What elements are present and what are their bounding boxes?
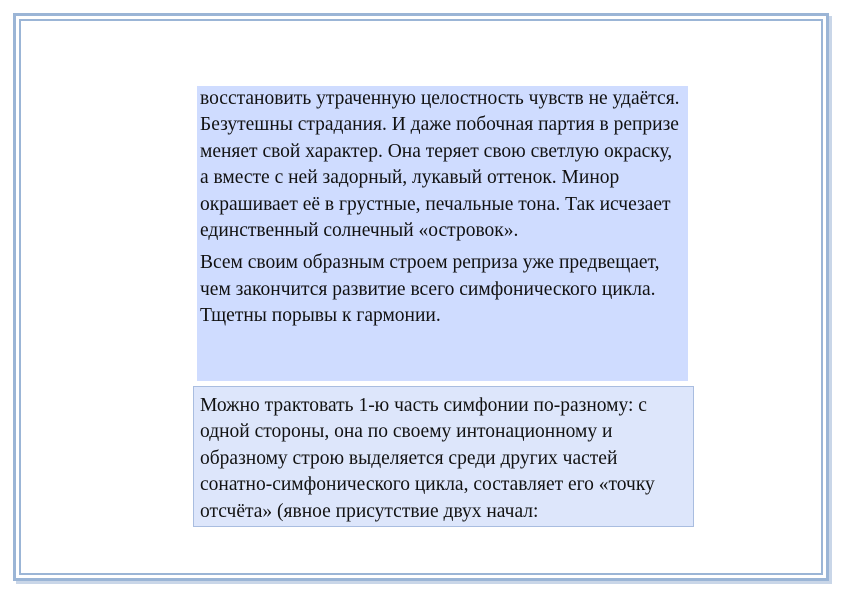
bottom-text-box <box>193 386 694 527</box>
top-paragraph-2: Всем своим образным строем реприза уже предвещает, чем закончится развитие всего симфонического цикла. Тщетны порывы к гармонии. <box>200 252 660 327</box>
bottom-paragraph: Можно трактовать 1-ю часть симфонии по-разному: с одной стороны, она по своему интонационному и образному строю выделяется среди других частей сонатно-симфонического цикла, составляет его «точку отсчёта» (явное присутствие двух начал: <box>200 395 655 522</box>
top-text-box <box>197 86 688 381</box>
top-paragraph-1: восстановить утраченную целостность чувств не удаётся. Безутешны страдания. И даже побочная партия в репризе меняет свой характер. Она теряет свою светлую окраску, а вместе с ней задорный, лукавый оттенок. Минор окрашивает её в грустные, печальные тона. Так исчезает единственный солнечный «островок». <box>200 88 680 242</box>
